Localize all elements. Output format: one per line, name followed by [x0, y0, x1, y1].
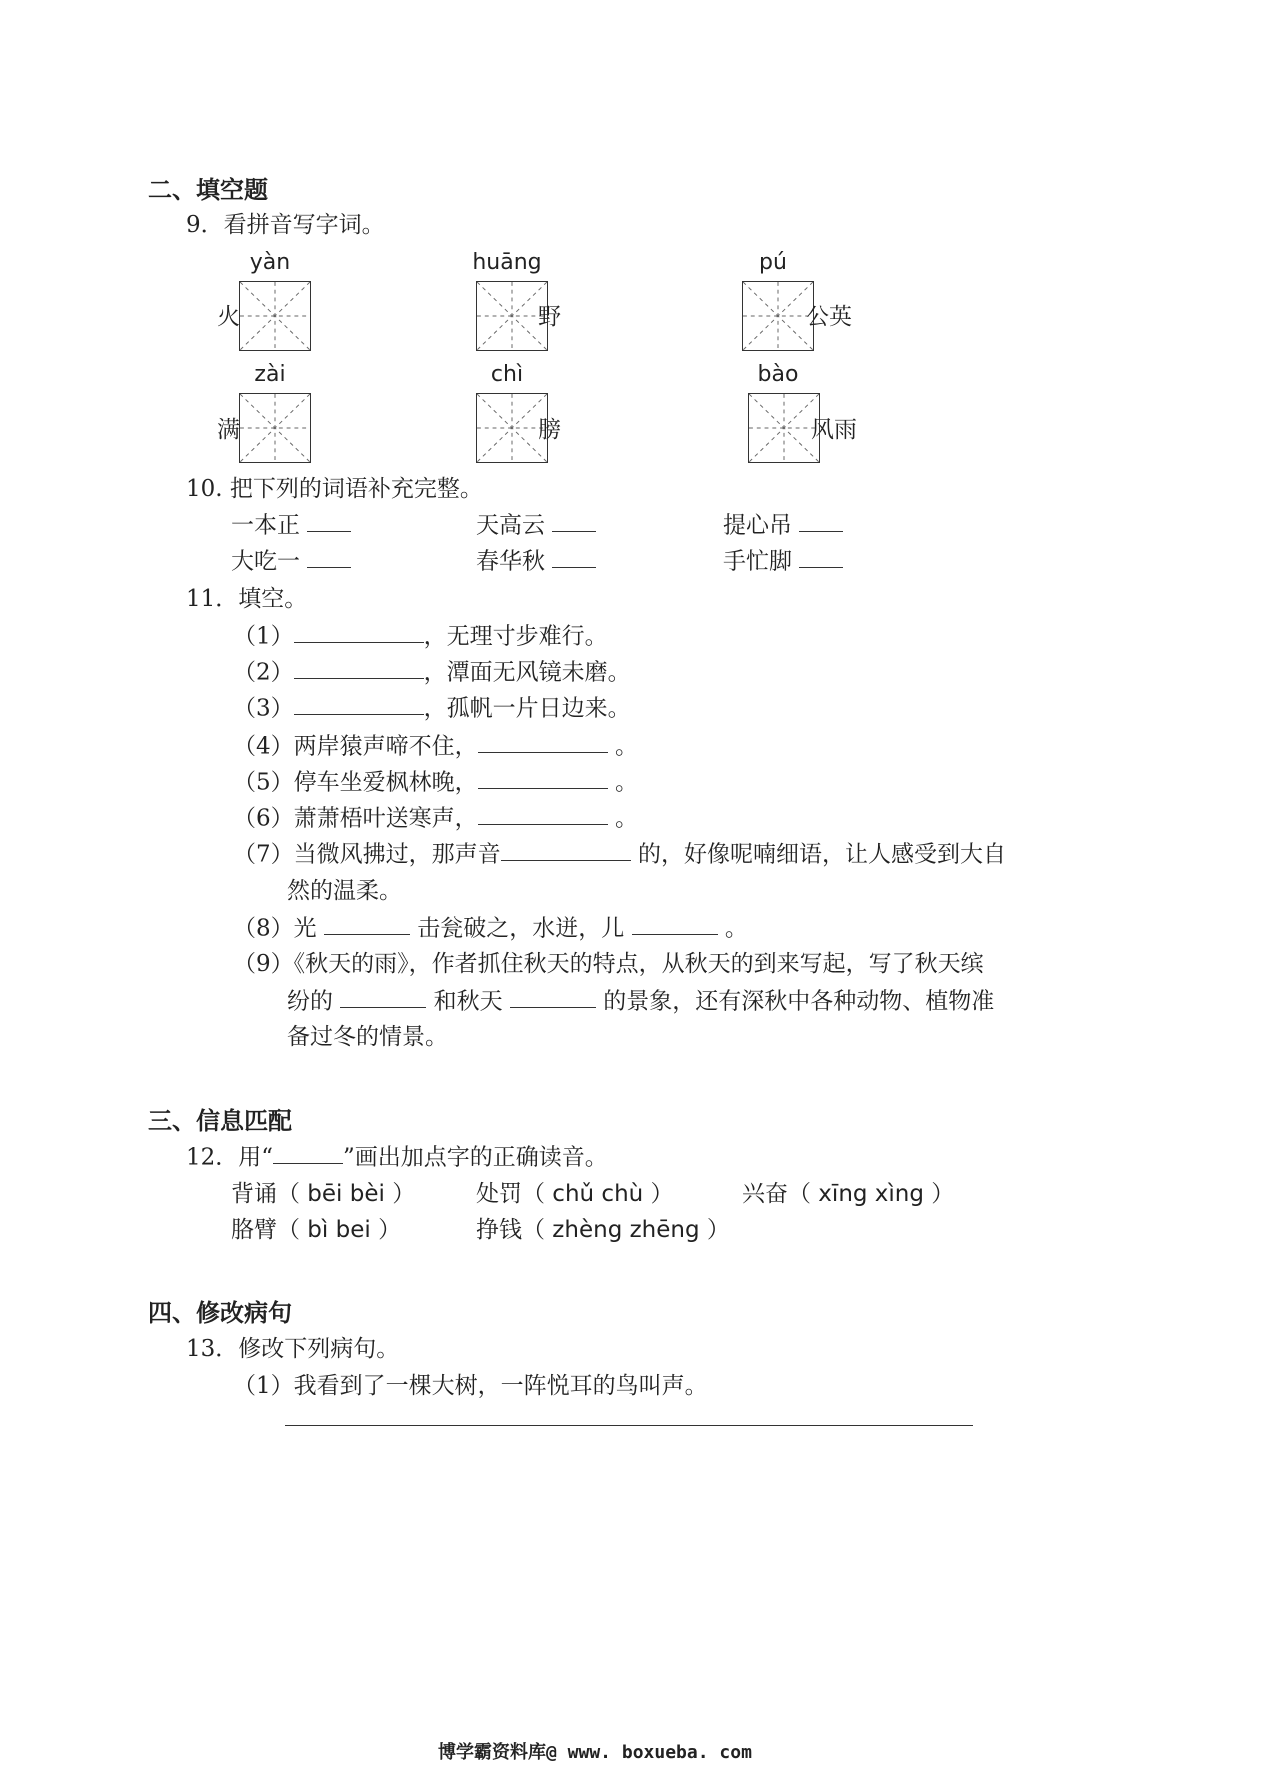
- fill-blank-6[interactable]: [478, 799, 608, 825]
- pronunciation-options-2[interactable]: （ chǔ chù ）: [522, 1181, 674, 1207]
- idiom-blank-6[interactable]: [799, 542, 843, 568]
- fill-line-6: （6）萧萧梧叶送寒声， 。: [233, 799, 638, 832]
- sentence-1: （1）我看到了一棵大树，一阵悦耳的鸟叫声。: [233, 1373, 708, 1399]
- pronunciation-item-5: 挣钱（ zhèng zhēng ）: [476, 1217, 730, 1243]
- fill-blank-7[interactable]: [501, 835, 631, 861]
- fill-line-8: （8）光 击瓮破之，水迸，儿 。: [233, 909, 748, 942]
- fill-blank-3[interactable]: [294, 689, 424, 715]
- answer-line-1[interactable]: [285, 1425, 973, 1426]
- tianzige-box-1[interactable]: [239, 281, 311, 351]
- question-11-title: 11．填空。: [186, 586, 308, 612]
- idiom-item-1: 一本正: [231, 506, 351, 539]
- idiom-blank-5[interactable]: [552, 542, 596, 568]
- pinyin-5: chì: [490, 362, 524, 387]
- word-part-before-4: 满: [217, 417, 240, 443]
- fill-blank-4[interactable]: [478, 727, 608, 753]
- pinyin-1: yàn: [249, 250, 291, 275]
- pinyin-3: pú: [759, 250, 787, 275]
- fill-line-1: （1） ，无理寸步难行。: [233, 617, 608, 650]
- section-title-fill: 二、填空题: [148, 176, 268, 204]
- tianzige-box-3[interactable]: [742, 281, 814, 351]
- pronunciation-item-4: 胳臂（ bì bei ）: [231, 1217, 402, 1243]
- idiom-blank-1[interactable]: [307, 506, 351, 532]
- word-part-before-1: 火: [217, 304, 240, 330]
- section-title-fix: 四、修改病句: [148, 1299, 292, 1327]
- section-title-match: 三、信息匹配: [148, 1107, 292, 1135]
- fill-line-9: （9）《秋天的雨》，作者抓住秋天的特点，从秋天的到来写起，写了秋天缤: [233, 951, 984, 977]
- fill-line-9-cont2: 备过冬的情景。: [287, 1024, 448, 1050]
- underline-sample: [273, 1138, 343, 1164]
- idiom-item-5: 春华秋: [476, 542, 596, 575]
- pronunciation-item-2: 处罚（ chǔ chù ）: [476, 1181, 674, 1207]
- tianzige-box-6[interactable]: [748, 393, 820, 463]
- fill-line-9-cont: 纷的 和秋天 的景象，还有深秋中各种动物、植物准: [287, 982, 994, 1015]
- fill-line-2: （2） ，潭面无风镜未磨。: [233, 653, 631, 686]
- pronunciation-options-5[interactable]: （ zhèng zhēng ）: [522, 1217, 730, 1243]
- word-part-after-3: 公英: [806, 304, 852, 330]
- tianzige-box-4[interactable]: [239, 393, 311, 463]
- idiom-item-3: 提心吊: [723, 506, 843, 539]
- fill-line-4: （4）两岸猿声啼不住， 。: [233, 727, 638, 760]
- pronunciation-item-3: 兴奋（ xīng xìng ）: [742, 1181, 955, 1207]
- idiom-item-2: 天高云: [476, 506, 596, 539]
- idiom-blank-3[interactable]: [799, 506, 843, 532]
- word-part-after-6: 风雨: [811, 417, 857, 443]
- fill-line-7: （7）当微风拂过，那声音 的，好像呢喃细语，让人感受到大自: [233, 835, 1006, 868]
- word-part-after-2: 野: [538, 304, 561, 330]
- idiom-item-6: 手忙脚: [723, 542, 843, 575]
- fill-blank-9b[interactable]: [510, 982, 596, 1008]
- pronunciation-item-1: 背诵（ bēi bèi ）: [231, 1181, 416, 1207]
- pronunciation-options-3[interactable]: （ xīng xìng ）: [788, 1181, 955, 1207]
- idiom-item-4: 大吃一: [231, 542, 351, 575]
- fill-line-7-cont: 然的温柔。: [287, 878, 402, 904]
- question-10-title: 10. 把下列的词语补充完整。: [186, 476, 483, 502]
- question-9-title: 9．看拼音写字词。: [186, 212, 385, 238]
- fill-line-5: （5）停车坐爱枫林晚， 。: [233, 763, 638, 796]
- pinyin-6: bào: [757, 362, 799, 387]
- fill-blank-5[interactable]: [478, 763, 608, 789]
- pronunciation-options-1[interactable]: （ bēi bèi ）: [277, 1181, 416, 1207]
- fill-blank-9a[interactable]: [340, 982, 426, 1008]
- fill-blank-1[interactable]: [294, 617, 424, 643]
- footer-watermark: 博学霸资料库@ www. boxueba. com: [438, 1742, 752, 1763]
- fill-blank-8a[interactable]: [324, 909, 410, 935]
- pronunciation-options-4[interactable]: （ bì bei ）: [277, 1217, 402, 1243]
- pinyin-2: huāng: [472, 250, 542, 275]
- pinyin-4: zài: [254, 362, 286, 387]
- fill-blank-8b[interactable]: [632, 909, 718, 935]
- question-12-title: 12．用“ ”画出加点字的正确读音。: [186, 1138, 608, 1171]
- word-part-after-5: 膀: [538, 417, 561, 443]
- fill-blank-2[interactable]: [294, 653, 424, 679]
- idiom-blank-2[interactable]: [552, 506, 596, 532]
- idiom-blank-4[interactable]: [307, 542, 351, 568]
- fill-line-3: （3） ，孤帆一片日边来。: [233, 689, 631, 722]
- question-13-title: 13．修改下列病句。: [186, 1336, 400, 1362]
